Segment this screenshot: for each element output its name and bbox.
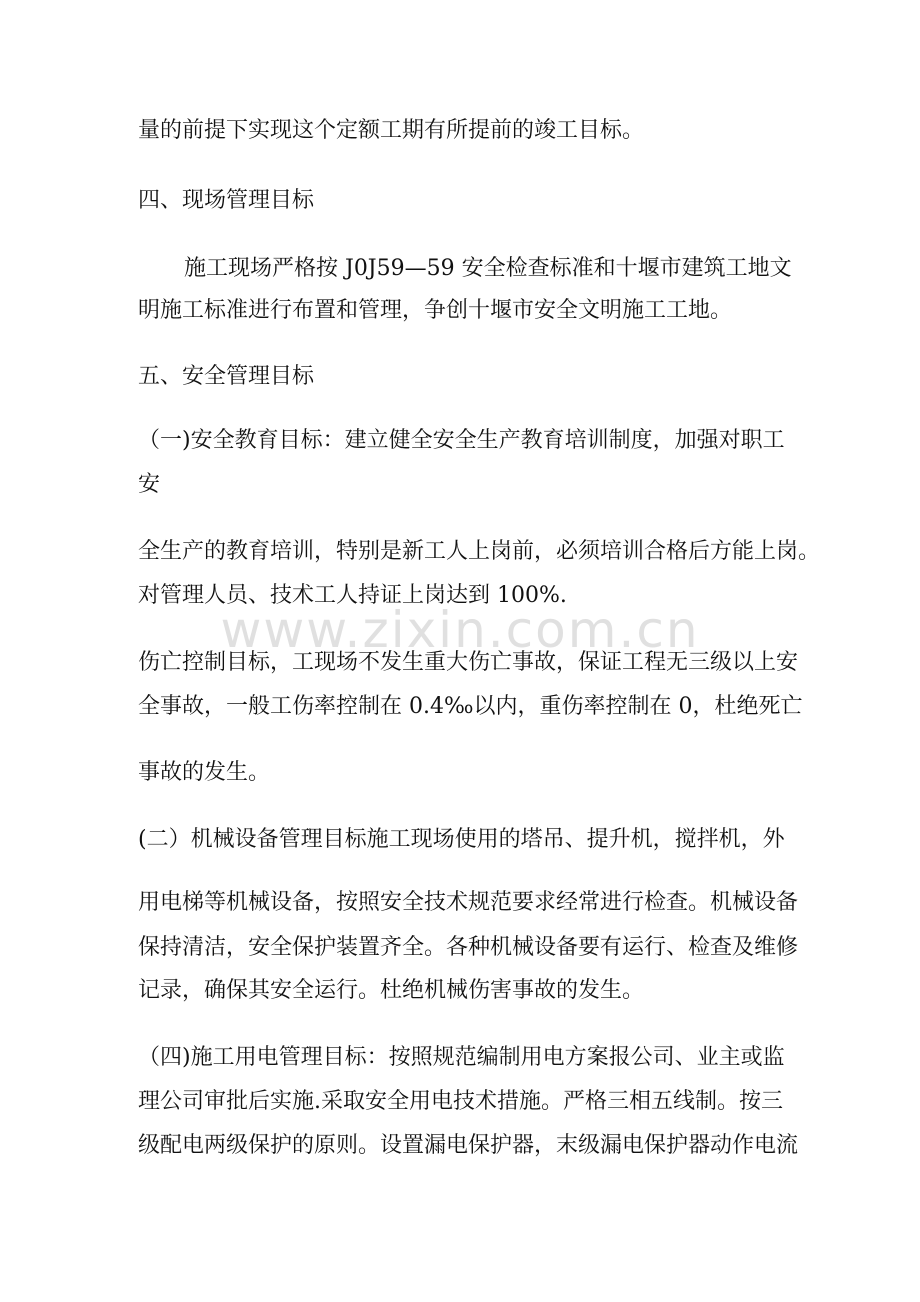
paragraph-line: 对管理人员、技术工人持证上岗达到 100%. xyxy=(138,583,567,608)
watermark: www.zixin.com.cn xyxy=(220,601,700,659)
paragraph-line: 记录，确保其安全运行。杜绝机械伤害事故的发生。 xyxy=(138,978,645,1003)
paragraph-line: 用电梯等机械设备，按照安全技术规范要求经常进行检查。机械设备 xyxy=(138,890,799,915)
section-heading: 四、现场管理目标 xyxy=(138,188,315,213)
paragraph-line: 理公司审批后实施.采取安全用电技术措施。严格三相五线制。按三 xyxy=(138,1089,783,1114)
paragraph-line: 级配电两级保护的原则。设置漏电保护器，末级漏电保护器动作电流 xyxy=(138,1133,799,1158)
paragraph-line: 伤亡控制目标，工现场不发生重大伤亡事故，保证工程无三级以上安 xyxy=(138,650,799,675)
paragraph-line: (二）机械设备管理目标施工现场使用的塔吊、提升机，搅拌机，外 xyxy=(138,827,785,852)
paragraph-line: 安 xyxy=(138,472,161,497)
paragraph-line: 事故的发生。 xyxy=(138,760,271,785)
paragraph-line: 全事故，一般工伤率控制在 0.4‰以内，重伤率控制在 0，杜绝死亡 xyxy=(138,694,803,719)
paragraph-line: 明施工标准进行布置和管理，争创十堰市安全文明施工工地。 xyxy=(138,298,733,323)
paragraph-line: （四)施工用电管理目标：按照规范编制用电方案报公司、业主或监 xyxy=(138,1045,785,1070)
paragraph-line: （一)安全教育目标：建立健全安全生产教育培训制度，加强对职工 xyxy=(138,428,785,453)
section-heading: 五、安全管理目标 xyxy=(138,364,315,389)
paragraph-line: 保持清洁，安全保护装置齐全。各种机械设备要有运行、检查及维修 xyxy=(138,935,799,960)
paragraph-line: 全生产的教育培训，特别是新工人上岗前，必须培训合格后方能上岗。 xyxy=(138,539,821,564)
paragraph-line: 量的前提下实现这个定额工期有所提前的竣工目标。 xyxy=(138,118,645,143)
paragraph-line: 施工现场严格按 J0J59—59 安全检查标准和十堰市建筑工地文 xyxy=(184,256,792,281)
